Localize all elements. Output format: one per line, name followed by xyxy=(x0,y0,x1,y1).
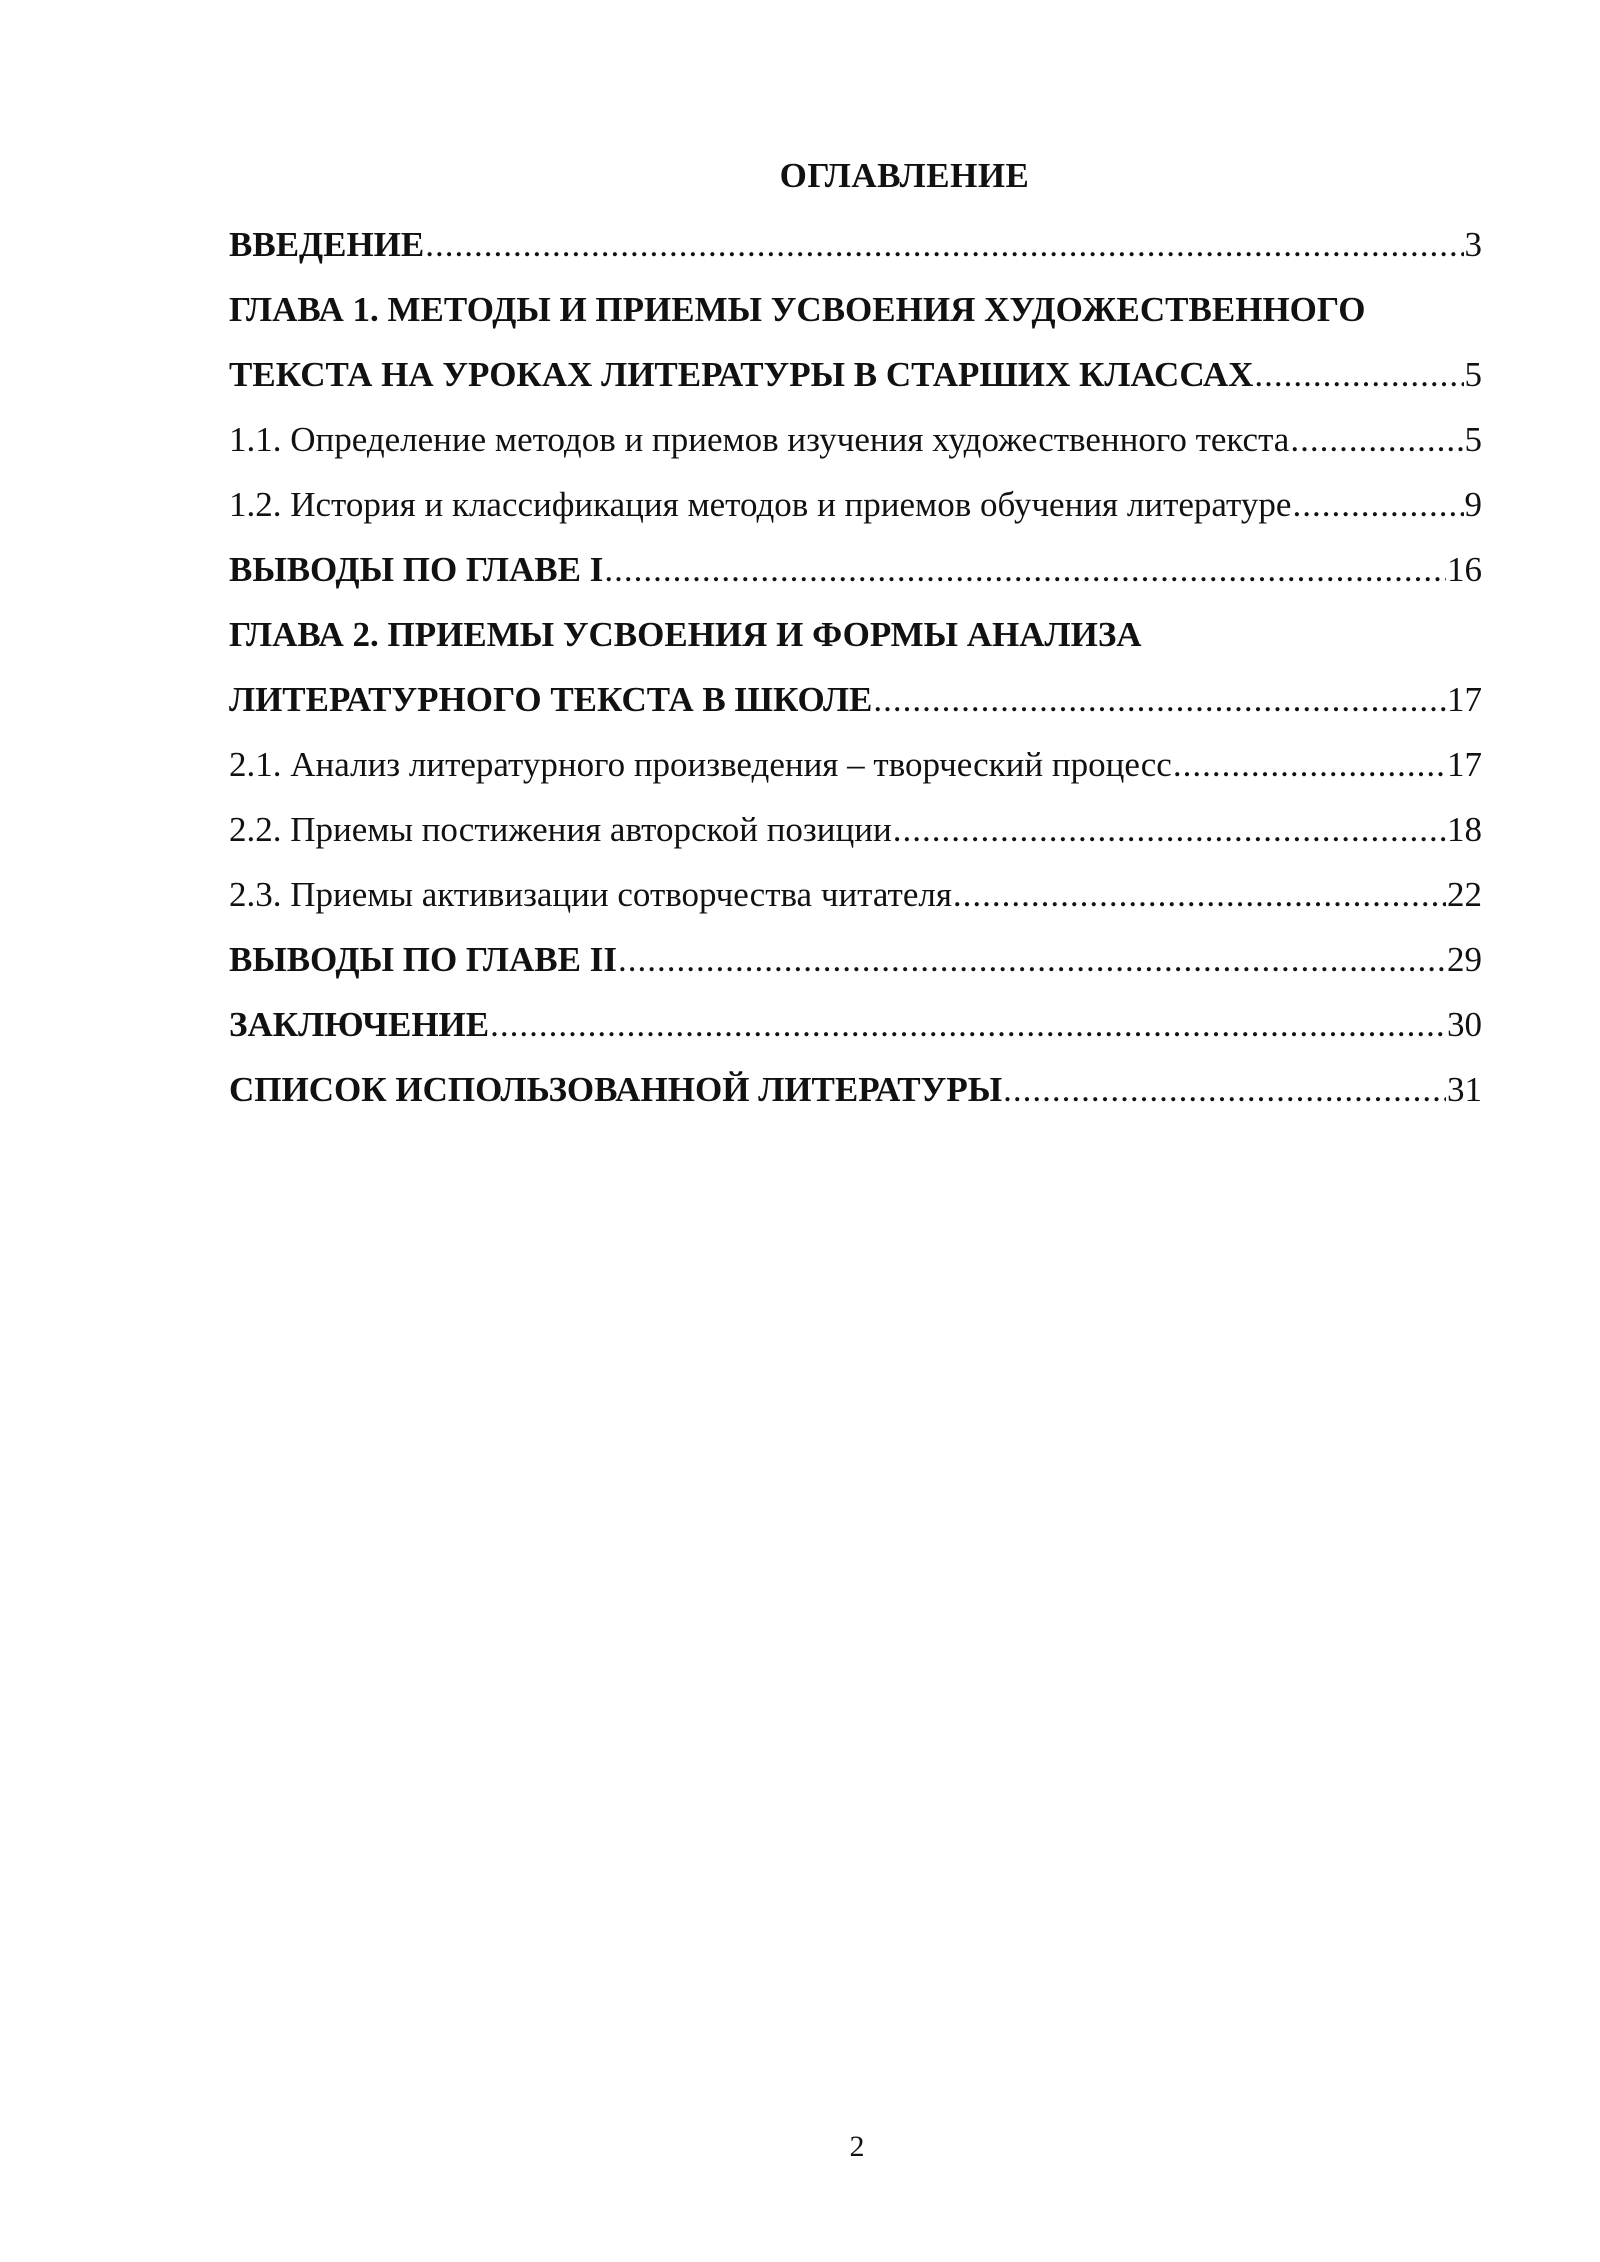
toc-title: ОГЛАВЛЕНИЕ xyxy=(779,156,1030,195)
toc-entry-section-1-1[interactable] xyxy=(229,407,1482,472)
toc-entry-text: ВЫВОДЫ ПО ГЛАВЕ II xyxy=(229,940,617,979)
toc-dot-leader xyxy=(618,927,1446,992)
toc-page-number: 16 xyxy=(1447,550,1482,589)
toc-entry-introduction[interactable] xyxy=(229,212,1482,277)
toc-dot-leader xyxy=(490,992,1446,1057)
toc-entry-text: 1.2. История и классификация методов и приемов обучения литературе xyxy=(229,485,1292,524)
toc-page-number: 29 xyxy=(1447,940,1482,979)
toc-entry-chapter-1[interactable] xyxy=(229,277,1482,407)
page-number: 2 xyxy=(849,2130,865,2163)
toc-page-number: 9 xyxy=(1464,485,1482,524)
toc-page-number: 17 xyxy=(1447,745,1482,784)
toc-dot-leader xyxy=(953,862,1446,927)
toc-dot-leader xyxy=(1173,732,1446,797)
toc-dot-leader xyxy=(1292,472,1463,537)
toc-entry-text: 2.2. Приемы постижения авторской позиции xyxy=(229,810,892,849)
toc-page-number: 3 xyxy=(1464,225,1482,264)
toc-entry-section-2-2[interactable] xyxy=(229,797,1482,862)
toc-dot-leader xyxy=(1254,342,1463,407)
toc-dot-leader xyxy=(425,212,1463,277)
toc-entry-text: СПИСОК ИСПОЛЬЗОВАННОЙ ЛИТЕРАТУРЫ xyxy=(229,1070,1003,1109)
toc-page-number: 22 xyxy=(1447,875,1482,914)
toc-entry-text: ВВЕДЕНИЕ xyxy=(229,225,425,264)
toc-entry-bibliography[interactable] xyxy=(229,1057,1482,1122)
toc-dot-leader xyxy=(1290,407,1463,472)
toc-entry-text: ВЫВОДЫ ПО ГЛАВЕ I xyxy=(229,550,604,589)
toc-entry-text: 1.1. Определение методов и приемов изучения художественного текста xyxy=(229,420,1290,459)
toc-entry-conclusions-chapter-2[interactable] xyxy=(229,927,1482,992)
toc-entry-conclusion[interactable] xyxy=(229,992,1482,1057)
toc-entry-section-1-2[interactable] xyxy=(229,472,1482,537)
toc-page-number: 31 xyxy=(1447,1070,1482,1109)
toc-dot-leader xyxy=(1003,1057,1446,1122)
toc-list xyxy=(229,212,1482,1122)
toc-entry-text-line-1: ГЛАВА 1. МЕТОДЫ И ПРИЕМЫ УСВОЕНИЯ ХУДОЖЕСТВЕННОГО xyxy=(229,290,1366,329)
toc-dot-leader xyxy=(893,797,1446,862)
toc-entry-section-2-3[interactable] xyxy=(229,862,1482,927)
toc-page-number: 17 xyxy=(1447,680,1482,719)
toc-entry-section-2-1[interactable] xyxy=(229,732,1482,797)
toc-entry-text: ЗАКЛЮЧЕНИЕ xyxy=(229,1005,490,1044)
toc-page-number: 18 xyxy=(1447,810,1482,849)
toc-page-number: 5 xyxy=(1464,355,1482,394)
toc-page-number: 30 xyxy=(1447,1005,1482,1044)
toc-dot-leader xyxy=(873,667,1446,732)
toc-entry-conclusions-chapter-1[interactable] xyxy=(229,537,1482,602)
toc-entry-text: ЛИТЕРАТУРНОГО ТЕКСТА В ШКОЛЕ xyxy=(229,680,873,719)
toc-entry-text-line-1: ГЛАВА 2. ПРИЕМЫ УСВОЕНИЯ И ФОРМЫ АНАЛИЗА xyxy=(229,615,1142,654)
toc-entry-text: 2.3. Приемы активизации сотворчества читателя xyxy=(229,875,952,914)
toc-entry-text: ТЕКСТА НА УРОКАХ ЛИТЕРАТУРЫ В СТАРШИХ КЛАССАХ xyxy=(229,355,1254,394)
toc-dot-leader xyxy=(604,537,1446,602)
toc-page-number: 5 xyxy=(1464,420,1482,459)
toc-entry-chapter-2[interactable] xyxy=(229,602,1482,732)
toc-entry-text: 2.1. Анализ литературного произведения – творческий процесс xyxy=(229,745,1172,784)
